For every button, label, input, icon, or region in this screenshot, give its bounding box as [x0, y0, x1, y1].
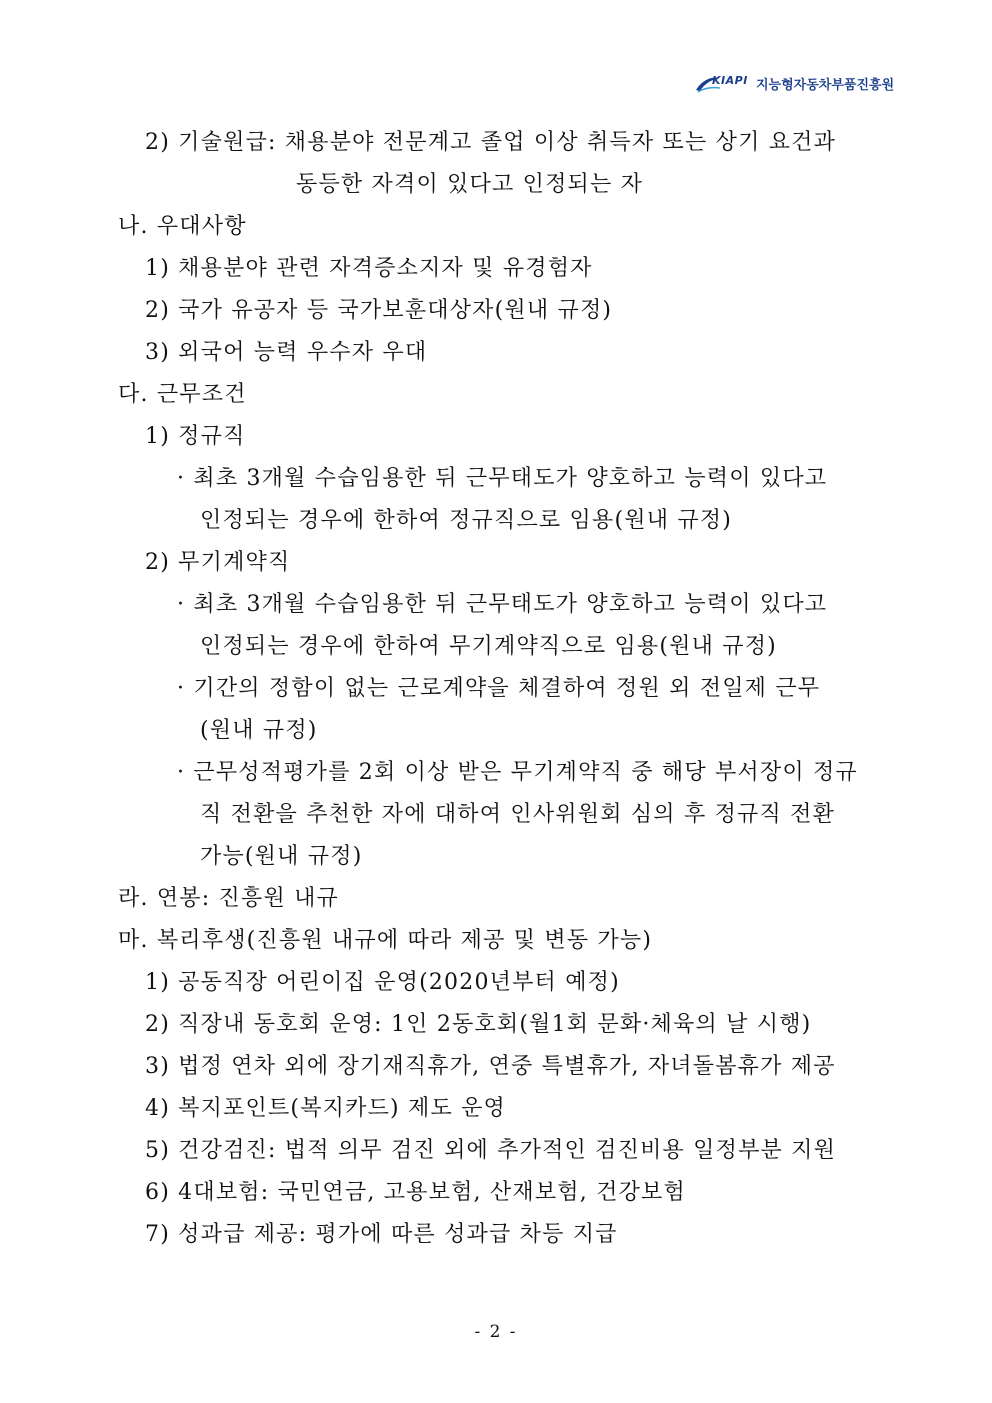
welfare-item-4: 4) 복지포인트(복지카드) 제도 운영	[145, 1096, 507, 1121]
org-name: 지능형자동차부품진흥원	[756, 78, 895, 93]
section-working-conditions-heading: 다. 근무조건	[118, 382, 247, 407]
condition-2-bullet-2-cont: (원내 규정)	[200, 718, 318, 743]
welfare-item-7: 7) 성과급 제공: 평가에 따른 성과급 차등 지급	[145, 1222, 618, 1247]
section-preferences-heading: 나. 우대사항	[118, 214, 247, 239]
condition-2-bullet-3-cont-2: 가능(원내 규정)	[200, 844, 363, 869]
welfare-item-1: 1) 공동직장 어린이집 운영(2020년부터 예정)	[145, 970, 620, 995]
condition-2-bullet-3-cont-1: 직 전환을 추천한 자에 대하여 인사위원회 심의 후 정규직 전환	[200, 802, 836, 827]
item-2-technician-grade: 2) 기술원급: 채용분야 전문계고 졸업 이상 취득자 또는 상기 요건과	[145, 130, 837, 155]
welfare-item-5: 5) 건강검진: 법적 의무 검진 외에 추가적인 검진비용 일정부분 지원	[145, 1138, 837, 1163]
logo-brand: KIAPI	[712, 74, 748, 87]
condition-item-1: 1) 정규직	[145, 424, 246, 449]
condition-2-bullet-2: · 기간의 정함이 없는 근로계약을 체결하여 정원 외 전일제 근무	[177, 676, 821, 701]
preference-item-2: 2) 국가 유공자 등 국가보훈대상자(원내 규정)	[145, 298, 613, 323]
condition-2-bullet-1-cont: 인정되는 경우에 한하여 무기계약직으로 임용(원내 규정)	[200, 634, 777, 659]
welfare-item-3: 3) 법정 연차 외에 장기재직휴가, 연중 특별휴가, 자녀돌봄휴가 제공	[145, 1054, 836, 1079]
welfare-item-6: 6) 4대보험: 국민연금, 고용보험, 산재보험, 건강보험	[145, 1180, 686, 1205]
condition-1-bullet-1: · 최초 3개월 수습임용한 뒤 근무태도가 양호하고 능력이 있다고	[177, 466, 828, 491]
condition-item-2: 2) 무기계약직	[145, 550, 291, 575]
condition-2-bullet-3: · 근무성적평가를 2회 이상 받은 무기계약직 중 해당 부서장이 정규	[177, 760, 858, 785]
preference-item-3: 3) 외국어 능력 우수자 우대	[145, 340, 428, 365]
item-2-continuation: 동등한 자격이 있다고 인정되는 자	[296, 172, 644, 197]
welfare-item-2: 2) 직장내 동호회 운영: 1인 2동호회(월1회 문화·체육의 날 시행)	[145, 1012, 812, 1037]
condition-2-bullet-1: · 최초 3개월 수습임용한 뒤 근무태도가 양호하고 능력이 있다고	[177, 592, 828, 617]
section-welfare-heading: 마. 복리후생(진흥원 내규에 따라 제공 및 변동 가능)	[118, 928, 653, 953]
condition-1-bullet-1-cont: 인정되는 경우에 한하여 정규직으로 임용(원내 규정)	[200, 508, 733, 533]
page-number: - 2 -	[474, 1322, 518, 1342]
section-salary: 라. 연봉: 진흥원 내규	[118, 886, 340, 911]
preference-item-1: 1) 채용분야 관련 자격증소지자 및 유경험자	[145, 256, 593, 281]
page-header	[690, 68, 910, 104]
